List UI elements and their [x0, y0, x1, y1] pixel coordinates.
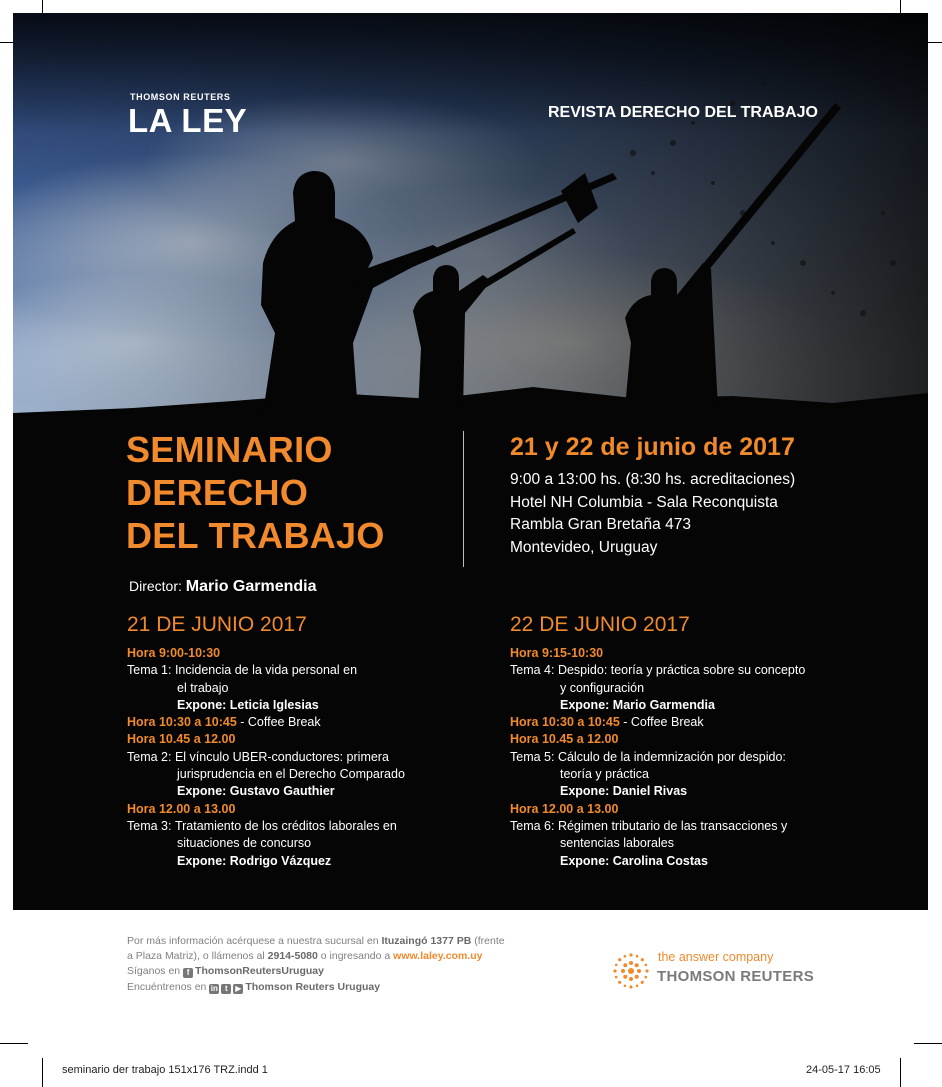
hora-label: Hora 12.00 a 13.00: [127, 801, 236, 816]
director: [129, 578, 317, 596]
phone: 2914-5080: [267, 950, 318, 963]
venue-line: 9:00 a 13:00 hs. (8:30 hs. acreditaciones): [510, 471, 796, 488]
tema-text: el trabajo: [177, 680, 229, 695]
expone: Expone: Mario Garmendia: [560, 697, 715, 712]
tema-label: Tema 2:: [127, 749, 172, 764]
facebook-link[interactable]: ThomsonReutersUruguay: [195, 965, 324, 978]
revista-title: REVISTA DERECHO DEL TRABAJO: [548, 104, 818, 121]
tema-row: [127, 818, 467, 835]
footer-line: [127, 980, 567, 995]
tema-text: sentencias laborales: [560, 836, 674, 851]
brand-small: THOMSON REUTERS: [130, 92, 231, 102]
director-label: Director:: [129, 578, 186, 594]
footer-text: Síganos en: [127, 965, 184, 978]
tema-text: jurisprudencia en el Derecho Comparado: [177, 767, 405, 782]
expone: Expone: Leticia Iglesias: [177, 697, 319, 712]
tema-text: Cálculo de la indemnización por despido:: [557, 749, 786, 764]
hora-label: Hora 12.00 a 13.00: [510, 801, 619, 816]
day1-heading: 21 DE JUNIO 2017: [127, 613, 307, 636]
crop-mark: [914, 1043, 942, 1044]
company-name: THOMSON REUTERS: [657, 968, 815, 985]
tema-label: Tema 6:: [510, 818, 555, 833]
footer-text: o ingresando a: [317, 950, 394, 963]
twitter-icon[interactable]: t: [221, 984, 231, 994]
vertical-divider: [463, 431, 464, 567]
director-name: Mario Garmendia: [185, 578, 317, 595]
tema-row: [510, 749, 870, 766]
expone: Expone: Rodrigo Vázquez: [177, 853, 332, 868]
expone: Expone: Daniel Rivas: [560, 784, 688, 799]
crop-mark: [0, 1043, 28, 1044]
day2-heading: 22 DE JUNIO 2017: [510, 613, 690, 636]
crop-mark: [42, 1058, 43, 1087]
slug-timestamp: 24-05-17 16:05: [806, 1064, 881, 1076]
crop-mark: [900, 1058, 901, 1087]
footer-text: Por más información acérquese a nuestra sucursal en: [127, 935, 382, 947]
break-text: - Coffee Break: [619, 715, 704, 730]
hero-photo: [13, 13, 928, 453]
brand-logo: LA LEY: [128, 102, 248, 139]
venue-line: Hotel NH Columbia - Sala Reconquista: [510, 493, 778, 511]
youtube-icon[interactable]: ▶: [235, 983, 242, 993]
tema-text: y configuración: [560, 680, 645, 695]
tema-text: situaciones de concurso: [177, 836, 312, 851]
footer-text: a Plaza Matriz), o llámenos al: [127, 950, 268, 963]
hora-label: Hora 10.45 a 12.00: [510, 732, 619, 747]
tema-row: [127, 662, 467, 679]
tema-text: teoría y práctica: [560, 767, 649, 782]
event-date: 21 y 22 de junio de 2017: [510, 433, 795, 461]
footer-line: [127, 949, 567, 964]
social-link[interactable]: Thomson Reuters Uruguay: [245, 980, 381, 993]
hora-label: Hora 9:15-10:30: [510, 646, 604, 660]
footer-line: [127, 934, 567, 949]
poster: [13, 13, 928, 910]
tema-row: [510, 818, 870, 835]
tema-label: Tema 5:: [510, 749, 555, 764]
venue-line: Montevideo, Uruguay: [510, 538, 658, 556]
tagline: the answer company: [658, 950, 774, 964]
tema-row: [127, 749, 467, 766]
title-line: DEL TRABAJO: [126, 515, 385, 556]
website-link[interactable]: www.laley.com.uy: [393, 950, 483, 963]
linkedin-icon[interactable]: in: [210, 983, 218, 993]
break-row: [510, 714, 870, 731]
footer-text: (frente: [471, 935, 505, 947]
footer-text: Encuéntrenos en: [127, 980, 210, 993]
hora-label: Hora 9:00-10:30: [127, 646, 221, 660]
tema-text: Tratamiento de los créditos laborales en: [174, 818, 397, 833]
day2-program: [510, 645, 870, 870]
footer-info: [127, 934, 567, 995]
title-line: SEMINARIO: [126, 429, 333, 470]
facebook-icon[interactable]: f: [183, 968, 193, 978]
tema-label: Tema 4:: [510, 663, 555, 678]
tema-label: Tema 3:: [127, 818, 172, 833]
address: Ituzaingó 1377 PB: [381, 935, 472, 947]
footer-line: [127, 964, 567, 979]
thomson-reuters-logo-icon: [610, 950, 652, 992]
tema-text: Despido: teoría y práctica sobre su concepto: [557, 663, 806, 678]
tema-label: Tema 1:: [127, 663, 172, 678]
seminar-title: [126, 428, 385, 557]
break-row: [127, 714, 467, 731]
title-line: DERECHO: [126, 472, 309, 513]
tema-text: Régimen tributario de las transacciones y: [557, 818, 788, 833]
tema-text: El vínculo UBER-conductores: primera: [174, 749, 389, 764]
hora-label: Hora 10:30 a 10:45: [510, 715, 620, 730]
hora-label: Hora 10:30 a 10:45: [127, 715, 237, 730]
day1-program: [127, 645, 467, 870]
break-text: - Coffee Break: [236, 715, 321, 730]
hora-label: Hora 10.45 a 12.00: [127, 732, 236, 747]
tema-row: [510, 662, 870, 679]
tema-text: Incidencia de la vida personal en: [174, 663, 358, 678]
expone: Expone: Carolina Costas: [560, 853, 708, 868]
expone: Expone: Gustavo Gauthier: [177, 784, 335, 799]
venue-line: Rambla Gran Bretaña 473: [510, 516, 691, 533]
event-venue: [510, 469, 795, 559]
slug-filename: seminario der trabajo 151x176 TRZ.indd 1: [62, 1064, 268, 1076]
